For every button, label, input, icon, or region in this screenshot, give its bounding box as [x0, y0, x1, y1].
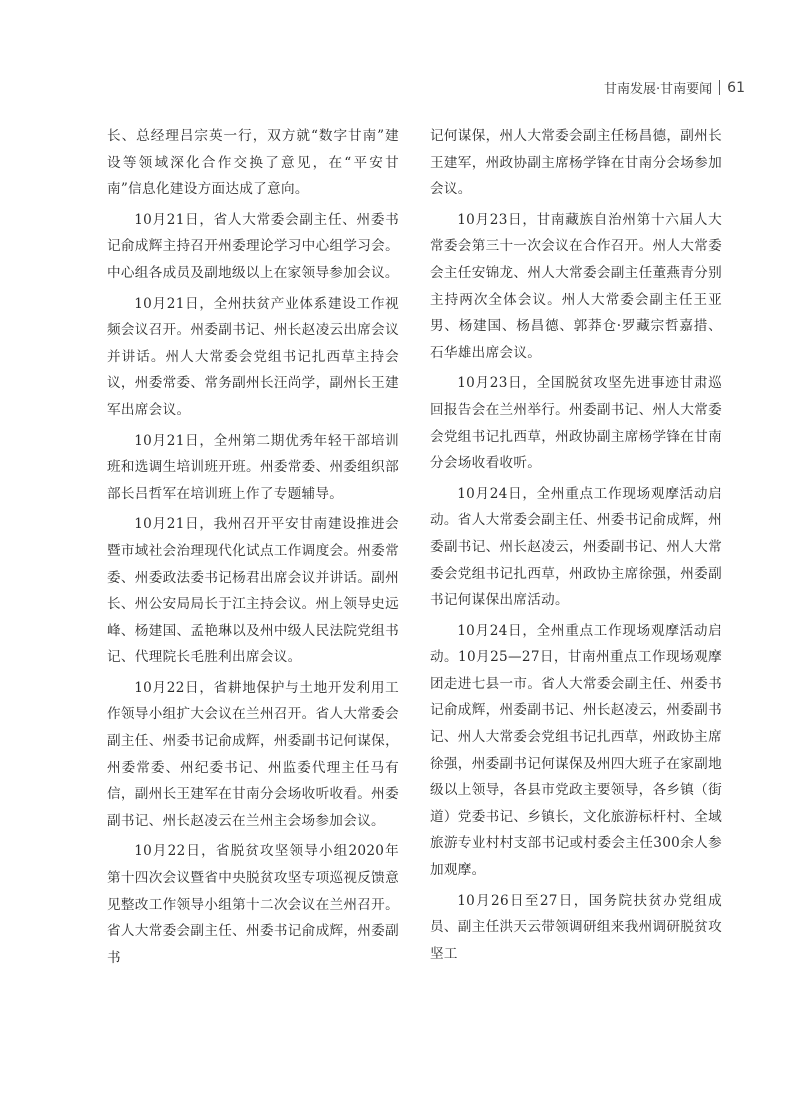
paragraph: 10月21日，省人大常委会副主任、州委书记俞成辉主持召开州委理论学习中心组学习会。中心组各成员及副地级以上在家领导参加会议。: [107, 211, 399, 281]
paragraph: 记何谋保，州人大常委会副主任杨昌德，副州长王建军，州政协副主席杨学锋在甘南分会场参加会议。: [430, 128, 722, 198]
paragraph: 10月21日，全州扶贫产业体系建设工作视频会议召开。州委副书记、州长赵凌云出席会议并讲话。州人大常委会党组书记扎西草主持会议，州委常委、常务副州长汪尚学，副州长王建军出席会议。: [107, 295, 399, 418]
left-column: [107, 123, 399, 975]
section-title: 甘南发展·甘南要闻: [604, 82, 713, 97]
paragraph: 10月21日，我州召开平安甘南建设推进会暨市域社会治理现代化试点工作调度会。州委常委、州委政法委书记杨君出席会议并讲话。副州长、州公安局局长于江主持会议。州上领导史远峰、杨建国、孟艳琳以及州中级人民法院党组书记、代理院长毛胜利出席会议。: [107, 516, 399, 666]
paragraph: 10月22日，省耕地保护与土地开发利用工作领导小组扩大会议在兰州召开。省人大常委会副主任、州委书记俞成辉，州委副书记何谋保，州委常委、州纪委书记、州监委代理主任马有信，副州长王建军在甘南分会场收听收看。州委副书记、州长赵凌云在兰州主会场参加会议。: [107, 679, 399, 829]
paragraph: 长、总经理吕宗英一行，双方就“数字甘南”建设等领域深化合作交换了意见，在“平安甘南”信息化建设方面达成了意向。: [107, 128, 399, 198]
paragraph: 10月23日，全国脱贫攻坚先进事迹甘肃巡回报告会在兰州举行。州委副书记、州人大常委会党组书记扎西草，州政协副主席杨学锋在甘南分会场收看收听。: [430, 375, 722, 472]
running-header: [604, 78, 745, 97]
paragraph: 10月23日，甘南藏族自治州第十六届人大常委会第三十一次会议在合作召开。州人大常委会主任安锦龙、州人大常委会副主任董燕青分别主持两次全体会议。州人大常委会副主任王亚男、杨建国、杨昌德、郭莽仓·罗藏宗哲嘉措、石华雄出席会议。: [430, 211, 722, 361]
paragraph: 10月24日，全州重点工作现场观摩活动启动。省人大常委会副主任、州委书记俞成辉，州委副书记、州长赵凌云，州委副书记、州人大常委会党组书记扎西草，州政协主席徐强，州委副书记何谋保出席活动。: [430, 485, 722, 609]
paragraph: 10月26日至27日，国务院扶贫办党组成员、副主任洪天云带领调研组来我州调研脱贫攻坚工: [430, 892, 722, 962]
header-divider: [719, 80, 720, 95]
paragraph: 10月24日，全州重点工作现场观摩活动启动。10月25—27日，甘南州重点工作现场观摩团走进七县一市。省人大常委会副主任、州委书记俞成辉，州委副书记、州长赵凌云，州委副书记、州人大常委会党组书记扎西草，州政协主席徐强，州委副书记何谋保及州四大班子在家副地级以上领导，各县市党政主要领导，各乡镇（街道）党委书记、乡镇长，文化旅游标杆村、全域旅游专业村村支部书记或村委会主任300余人参加观摩。: [430, 622, 722, 879]
page-number: 61: [727, 79, 745, 96]
right-column: [430, 123, 722, 971]
paragraph: 10月21日，全州第二期优秀年轻干部培训班和选调生培训班开班。州委常委、州委组织部部长吕哲军在培训班上作了专题辅导。: [107, 432, 399, 502]
paragraph: 10月22日，省脱贫攻坚领导小组2020年第十四次会议暨省中央脱贫攻坚专项巡视反馈意见整改工作领导小组第十二次会议在兰州召开。省人大常委会副主任、州委书记俞成辉，州委副书: [107, 843, 399, 966]
